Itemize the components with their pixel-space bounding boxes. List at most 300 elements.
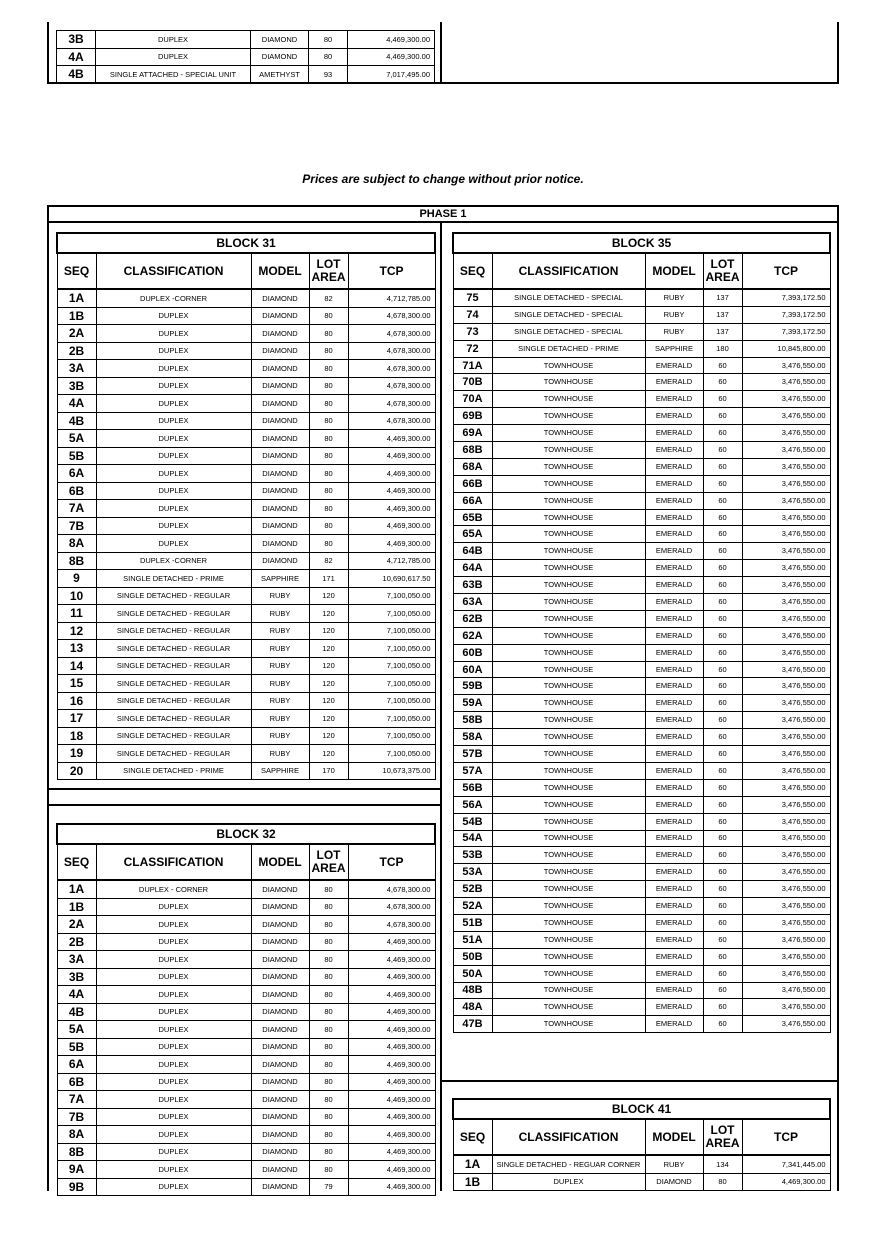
model-cell: EMERALD bbox=[645, 965, 703, 982]
tcp-cell: 4,678,300.00 bbox=[348, 360, 435, 378]
table-row bbox=[453, 1016, 830, 1033]
classification-cell: DUPLEX bbox=[492, 1173, 645, 1191]
table-row bbox=[453, 847, 830, 864]
tcp-cell: 4,469,300.00 bbox=[348, 1073, 435, 1091]
table-row bbox=[57, 1073, 435, 1091]
left-section-rule-2 bbox=[47, 804, 441, 806]
seq-cell: 73 bbox=[453, 323, 492, 340]
lot-area-cell: 120 bbox=[309, 675, 348, 693]
table-row bbox=[57, 916, 435, 934]
table-row bbox=[453, 306, 830, 323]
table-row bbox=[453, 931, 830, 948]
seq-cell: 8A bbox=[57, 1126, 96, 1144]
classification-cell: DUPLEX bbox=[96, 898, 251, 916]
tcp-cell: 7,100,050.00 bbox=[348, 692, 435, 710]
lot-area-cell: 137 bbox=[703, 289, 742, 306]
seq-cell: 62A bbox=[453, 627, 492, 644]
model-cell: DIAMOND bbox=[251, 916, 309, 934]
table-row bbox=[57, 48, 435, 66]
tcp-cell: 3,476,550.00 bbox=[742, 965, 830, 982]
lot-area-header: LOT AREA bbox=[309, 253, 348, 289]
lot-area-cell: 80 bbox=[309, 447, 348, 465]
lot-area-cell: 60 bbox=[703, 442, 742, 459]
table-row bbox=[453, 289, 830, 306]
lot-area-cell: 60 bbox=[703, 881, 742, 898]
model-cell: DIAMOND bbox=[251, 880, 309, 898]
table-row bbox=[57, 745, 435, 763]
model-cell: DIAMOND bbox=[251, 1038, 309, 1056]
lot-area-cell: 60 bbox=[703, 1016, 742, 1033]
model-cell: EMERALD bbox=[645, 661, 703, 678]
table-row bbox=[453, 425, 830, 442]
model-cell: EMERALD bbox=[645, 864, 703, 881]
tcp-cell: 4,469,300.00 bbox=[348, 968, 435, 986]
classification-cell: TOWNHOUSE bbox=[492, 678, 645, 695]
classification-cell: TOWNHOUSE bbox=[492, 560, 645, 577]
model-header: MODEL bbox=[645, 253, 703, 289]
table-row bbox=[453, 577, 830, 594]
table-row bbox=[57, 289, 435, 307]
tcp-cell: 4,469,300.00 bbox=[348, 517, 435, 535]
tcp-cell: 3,476,550.00 bbox=[742, 847, 830, 864]
table-row bbox=[453, 729, 830, 746]
block-35-table bbox=[452, 232, 831, 1033]
classification-cell: TOWNHOUSE bbox=[492, 999, 645, 1016]
seq-cell: 70B bbox=[453, 374, 492, 391]
seq-cell: 17 bbox=[57, 710, 96, 728]
tcp-cell: 3,476,550.00 bbox=[742, 1016, 830, 1033]
lot-area-cell: 80 bbox=[309, 968, 348, 986]
tcp-cell: 7,341,445.00 bbox=[742, 1155, 830, 1173]
seq-cell: 74 bbox=[453, 306, 492, 323]
classification-cell: SINGLE DETACHED - PRIME bbox=[492, 340, 645, 357]
seq-cell: 51B bbox=[453, 914, 492, 931]
table-row bbox=[57, 1178, 435, 1196]
seq-cell: 65A bbox=[453, 526, 492, 543]
lot-area-cell: 120 bbox=[309, 745, 348, 763]
seq-cell: 4B bbox=[57, 412, 96, 430]
table-row bbox=[57, 622, 435, 640]
classification-cell: SINGLE DETACHED - PRIME bbox=[96, 570, 251, 588]
seq-cell: 60B bbox=[453, 644, 492, 661]
table-row bbox=[453, 965, 830, 982]
lot-area-cell: 80 bbox=[309, 1091, 348, 1109]
block-35-title: BLOCK 35 bbox=[453, 233, 830, 253]
lot-area-cell: 60 bbox=[703, 678, 742, 695]
table-row bbox=[57, 657, 435, 675]
tcp-cell: 4,469,300.00 bbox=[348, 1108, 435, 1126]
model-cell: EMERALD bbox=[645, 762, 703, 779]
model-cell: DIAMOND bbox=[251, 360, 309, 378]
lot-area-cell: 60 bbox=[703, 425, 742, 442]
seq-cell: 62B bbox=[453, 610, 492, 627]
seq-cell: 10 bbox=[57, 587, 96, 605]
table-row bbox=[57, 395, 435, 413]
lot-area-cell: 80 bbox=[309, 465, 348, 483]
classification-cell: TOWNHOUSE bbox=[492, 475, 645, 492]
table-row bbox=[453, 762, 830, 779]
lot-area-cell: 80 bbox=[309, 325, 348, 343]
lot-area-cell: 170 bbox=[309, 762, 348, 780]
tcp-cell: 3,476,550.00 bbox=[742, 610, 830, 627]
lot-area-cell: 80 bbox=[309, 1021, 348, 1039]
lot-area-cell: 120 bbox=[309, 692, 348, 710]
seq-cell: 1B bbox=[57, 898, 96, 916]
classification-cell: TOWNHOUSE bbox=[492, 914, 645, 931]
classification-cell: TOWNHOUSE bbox=[492, 1016, 645, 1033]
model-cell: EMERALD bbox=[645, 627, 703, 644]
seq-cell: 14 bbox=[57, 657, 96, 675]
classification-cell: TOWNHOUSE bbox=[492, 577, 645, 594]
classification-cell: TOWNHOUSE bbox=[492, 695, 645, 712]
classification-cell: SINGLE DETACHED - SPECIAL bbox=[492, 323, 645, 340]
classification-cell: TOWNHOUSE bbox=[492, 357, 645, 374]
table-row bbox=[453, 543, 830, 560]
seq-cell: 1A bbox=[453, 1155, 492, 1173]
seq-cell: 57A bbox=[453, 762, 492, 779]
seq-cell: 51A bbox=[453, 931, 492, 948]
lot-area-cell: 60 bbox=[703, 594, 742, 611]
table-row bbox=[57, 517, 435, 535]
table-row bbox=[453, 1173, 830, 1191]
lot-area-cell: 60 bbox=[703, 526, 742, 543]
model-cell: DIAMOND bbox=[251, 500, 309, 518]
classification-cell: DUPLEX -CORNER bbox=[96, 552, 251, 570]
classification-cell: TOWNHOUSE bbox=[492, 610, 645, 627]
model-cell: DIAMOND bbox=[251, 48, 309, 66]
seq-cell: 3B bbox=[57, 377, 96, 395]
tcp-cell: 4,469,300.00 bbox=[348, 1003, 435, 1021]
model-cell: RUBY bbox=[645, 306, 703, 323]
model-cell: DIAMOND bbox=[251, 552, 309, 570]
seq-cell: 75 bbox=[453, 289, 492, 306]
lot-area-cell: 80 bbox=[309, 1038, 348, 1056]
model-cell: SAPPHIRE bbox=[251, 762, 309, 780]
seq-cell: 9 bbox=[57, 570, 96, 588]
seq-cell: 65B bbox=[453, 509, 492, 526]
lot-area-cell: 60 bbox=[703, 391, 742, 408]
model-cell: RUBY bbox=[251, 640, 309, 658]
model-cell: DIAMOND bbox=[251, 465, 309, 483]
classification-cell: TOWNHOUSE bbox=[492, 391, 645, 408]
seq-cell: 63B bbox=[453, 577, 492, 594]
classification-cell: DUPLEX bbox=[96, 535, 251, 553]
tcp-cell: 4,469,300.00 bbox=[348, 1161, 435, 1179]
lot-area-cell: 60 bbox=[703, 898, 742, 915]
model-cell: EMERALD bbox=[645, 610, 703, 627]
model-cell: DIAMOND bbox=[251, 412, 309, 430]
classification-cell: TOWNHOUSE bbox=[492, 543, 645, 560]
lot-area-cell: 80 bbox=[309, 342, 348, 360]
lot-area-cell: 80 bbox=[309, 951, 348, 969]
table-row bbox=[57, 1003, 435, 1021]
classification-cell: TOWNHOUSE bbox=[492, 830, 645, 847]
table-row bbox=[453, 813, 830, 830]
classification-cell: TOWNHOUSE bbox=[492, 644, 645, 661]
tcp-cell: 3,476,550.00 bbox=[742, 712, 830, 729]
lot-area-cell: 80 bbox=[309, 1143, 348, 1161]
seq-cell: 52A bbox=[453, 898, 492, 915]
model-cell: RUBY bbox=[251, 727, 309, 745]
classification-cell: DUPLEX bbox=[96, 916, 251, 934]
seq-cell: 47B bbox=[453, 1016, 492, 1033]
classification-cell: TOWNHOUSE bbox=[492, 746, 645, 763]
table-row bbox=[57, 986, 435, 1004]
tcp-cell: 3,476,550.00 bbox=[742, 594, 830, 611]
classification-cell: DUPLEX bbox=[96, 325, 251, 343]
classification-cell: TOWNHOUSE bbox=[492, 729, 645, 746]
classification-cell: TOWNHOUSE bbox=[492, 881, 645, 898]
lot-area-cell: 60 bbox=[703, 779, 742, 796]
classification-header: CLASSIFICATION bbox=[96, 253, 251, 289]
table-row bbox=[453, 830, 830, 847]
classification-cell: TOWNHOUSE bbox=[492, 898, 645, 915]
block-32-table bbox=[56, 823, 436, 1196]
model-cell: RUBY bbox=[645, 323, 703, 340]
tcp-cell: 7,017,495.00 bbox=[348, 66, 435, 84]
lot-area-cell: 60 bbox=[703, 729, 742, 746]
tcp-cell: 7,100,050.00 bbox=[348, 640, 435, 658]
phase-column-divider bbox=[440, 221, 442, 1191]
tcp-cell: 3,476,550.00 bbox=[742, 898, 830, 915]
seq-cell: 68A bbox=[453, 458, 492, 475]
tcp-cell: 3,476,550.00 bbox=[742, 796, 830, 813]
lot-area-cell: 60 bbox=[703, 357, 742, 374]
table-row bbox=[453, 864, 830, 881]
model-cell: DIAMOND bbox=[251, 1021, 309, 1039]
lot-area-cell: 137 bbox=[703, 323, 742, 340]
model-cell: DIAMOND bbox=[251, 447, 309, 465]
seq-cell: 66B bbox=[453, 475, 492, 492]
table-row bbox=[57, 710, 435, 728]
table-row bbox=[57, 1143, 435, 1161]
lot-area-cell: 80 bbox=[309, 1073, 348, 1091]
table-row bbox=[453, 594, 830, 611]
classification-cell: DUPLEX bbox=[96, 447, 251, 465]
model-cell: DIAMOND bbox=[251, 1108, 309, 1126]
classification-cell: DUPLEX bbox=[96, 1038, 251, 1056]
classification-cell: SINGLE DETACHED - REGULAR bbox=[96, 692, 251, 710]
model-cell: SAPPHIRE bbox=[645, 340, 703, 357]
lot-area-cell: 80 bbox=[309, 1056, 348, 1074]
seq-cell: 7B bbox=[57, 1108, 96, 1126]
model-cell: DIAMOND bbox=[251, 342, 309, 360]
model-cell: EMERALD bbox=[645, 425, 703, 442]
classification-cell: TOWNHOUSE bbox=[492, 965, 645, 982]
seq-cell: 9A bbox=[57, 1161, 96, 1179]
table-row bbox=[57, 1056, 435, 1074]
classification-cell: SINGLE DETACHED - REGULAR bbox=[96, 675, 251, 693]
tcp-cell: 7,393,172.50 bbox=[742, 323, 830, 340]
table-row bbox=[57, 552, 435, 570]
block-31-title: BLOCK 31 bbox=[57, 233, 435, 253]
seq-cell: 59B bbox=[453, 678, 492, 695]
tcp-cell: 3,476,550.00 bbox=[742, 644, 830, 661]
table-row bbox=[453, 982, 830, 999]
tcp-header: TCP bbox=[348, 253, 435, 289]
seq-cell: 4B bbox=[57, 66, 96, 84]
table-row bbox=[453, 526, 830, 543]
classification-cell: TOWNHOUSE bbox=[492, 526, 645, 543]
classification-cell: DUPLEX bbox=[96, 1091, 251, 1109]
seq-cell: 18 bbox=[57, 727, 96, 745]
seq-cell: 60A bbox=[453, 661, 492, 678]
lot-area-cell: 80 bbox=[309, 48, 348, 66]
model-cell: DIAMOND bbox=[251, 986, 309, 1004]
lot-area-cell: 60 bbox=[703, 577, 742, 594]
table-row bbox=[57, 898, 435, 916]
table-row bbox=[57, 1161, 435, 1179]
seq-cell: 1A bbox=[57, 880, 96, 898]
model-cell: EMERALD bbox=[645, 830, 703, 847]
model-cell: SAPPHIRE bbox=[251, 570, 309, 588]
model-header: MODEL bbox=[251, 253, 309, 289]
model-cell: EMERALD bbox=[645, 492, 703, 509]
seq-cell: 54A bbox=[453, 830, 492, 847]
model-cell: EMERALD bbox=[645, 374, 703, 391]
classification-cell: DUPLEX bbox=[96, 933, 251, 951]
model-cell: EMERALD bbox=[645, 458, 703, 475]
lot-area-cell: 134 bbox=[703, 1155, 742, 1173]
lot-area-cell: 80 bbox=[309, 880, 348, 898]
table-row bbox=[453, 442, 830, 459]
table-row bbox=[453, 661, 830, 678]
table-row bbox=[57, 31, 435, 49]
tcp-cell: 4,469,300.00 bbox=[742, 1173, 830, 1191]
table-row bbox=[453, 374, 830, 391]
model-cell: EMERALD bbox=[645, 881, 703, 898]
tcp-cell: 4,469,300.00 bbox=[348, 31, 435, 49]
lot-area-cell: 60 bbox=[703, 982, 742, 999]
seq-cell: 66A bbox=[453, 492, 492, 509]
seq-cell: 5A bbox=[57, 1021, 96, 1039]
model-cell: DIAMOND bbox=[251, 31, 309, 49]
model-header: MODEL bbox=[645, 1119, 703, 1155]
seq-cell: 4A bbox=[57, 986, 96, 1004]
model-cell: EMERALD bbox=[645, 982, 703, 999]
tcp-cell: 10,845,800.00 bbox=[742, 340, 830, 357]
seq-cell: 3B bbox=[57, 968, 96, 986]
classification-cell: DUPLEX bbox=[96, 986, 251, 1004]
tcp-cell: 4,469,300.00 bbox=[348, 1143, 435, 1161]
model-cell: DIAMOND bbox=[251, 1161, 309, 1179]
lot-area-cell: 80 bbox=[309, 1161, 348, 1179]
lot-area-cell: 60 bbox=[703, 762, 742, 779]
seq-cell: 6B bbox=[57, 1073, 96, 1091]
tcp-cell: 4,678,300.00 bbox=[348, 880, 435, 898]
tcp-cell: 3,476,550.00 bbox=[742, 695, 830, 712]
classification-cell: DUPLEX bbox=[96, 1161, 251, 1179]
classification-header: CLASSIFICATION bbox=[492, 1119, 645, 1155]
tcp-cell: 4,469,300.00 bbox=[348, 1021, 435, 1039]
classification-cell: SINGLE DETACHED - REGULAR bbox=[96, 605, 251, 623]
tcp-cell: 4,469,300.00 bbox=[348, 1126, 435, 1144]
table-row bbox=[57, 66, 435, 84]
model-cell: DIAMOND bbox=[251, 535, 309, 553]
classification-cell: TOWNHOUSE bbox=[492, 661, 645, 678]
table-row bbox=[453, 914, 830, 931]
lot-area-cell: 120 bbox=[309, 605, 348, 623]
classification-cell: SINGLE DETACHED - REGULAR bbox=[96, 622, 251, 640]
tcp-cell: 4,469,300.00 bbox=[348, 1178, 435, 1196]
tcp-cell: 4,469,300.00 bbox=[348, 447, 435, 465]
model-cell: AMETHYST bbox=[251, 66, 309, 84]
tcp-cell: 3,476,550.00 bbox=[742, 627, 830, 644]
tcp-cell: 7,100,050.00 bbox=[348, 622, 435, 640]
classification-cell: TOWNHOUSE bbox=[492, 509, 645, 526]
classification-header: CLASSIFICATION bbox=[492, 253, 645, 289]
lot-area-cell: 60 bbox=[703, 627, 742, 644]
seq-cell: 19 bbox=[57, 745, 96, 763]
model-cell: EMERALD bbox=[645, 594, 703, 611]
table-row bbox=[57, 692, 435, 710]
seq-cell: 20 bbox=[57, 762, 96, 780]
table-row bbox=[57, 482, 435, 500]
model-cell: DIAMOND bbox=[251, 898, 309, 916]
model-cell: DIAMOND bbox=[645, 1173, 703, 1191]
model-cell: DIAMOND bbox=[251, 933, 309, 951]
lot-area-cell: 60 bbox=[703, 999, 742, 1016]
lot-area-cell: 137 bbox=[703, 306, 742, 323]
model-cell: EMERALD bbox=[645, 898, 703, 915]
classification-cell: DUPLEX bbox=[96, 307, 251, 325]
lot-area-cell: 80 bbox=[309, 430, 348, 448]
model-cell: EMERALD bbox=[645, 391, 703, 408]
classification-cell: SINGLE DETACHED - SPECIAL bbox=[492, 306, 645, 323]
classification-cell: TOWNHOUSE bbox=[492, 492, 645, 509]
classification-cell: DUPLEX bbox=[96, 377, 251, 395]
table-row bbox=[57, 500, 435, 518]
table-row bbox=[57, 342, 435, 360]
lot-area-cell: 60 bbox=[703, 712, 742, 729]
lot-area-cell: 80 bbox=[703, 1173, 742, 1191]
seq-cell: 15 bbox=[57, 675, 96, 693]
model-cell: EMERALD bbox=[645, 1016, 703, 1033]
tcp-cell: 3,476,550.00 bbox=[742, 881, 830, 898]
tcp-cell: 3,476,550.00 bbox=[742, 982, 830, 999]
tcp-cell: 3,476,550.00 bbox=[742, 762, 830, 779]
tcp-cell: 3,476,550.00 bbox=[742, 830, 830, 847]
tcp-cell: 4,712,785.00 bbox=[348, 289, 435, 307]
table-row bbox=[453, 458, 830, 475]
tcp-cell: 4,678,300.00 bbox=[348, 412, 435, 430]
classification-cell: TOWNHOUSE bbox=[492, 442, 645, 459]
model-cell: EMERALD bbox=[645, 475, 703, 492]
lot-area-cell: 60 bbox=[703, 746, 742, 763]
classification-cell: SINGLE DETACHED - REGULAR bbox=[96, 745, 251, 763]
classification-cell: DUPLEX bbox=[96, 517, 251, 535]
table-row bbox=[453, 948, 830, 965]
seq-cell: 3A bbox=[57, 951, 96, 969]
table-row bbox=[57, 465, 435, 483]
model-cell: RUBY bbox=[251, 692, 309, 710]
seq-header: SEQ bbox=[57, 253, 96, 289]
lot-area-cell: 60 bbox=[703, 374, 742, 391]
seq-cell: 71A bbox=[453, 357, 492, 374]
model-cell: EMERALD bbox=[645, 644, 703, 661]
lot-area-cell: 60 bbox=[703, 644, 742, 661]
lot-area-cell: 80 bbox=[309, 395, 348, 413]
seq-cell: 53A bbox=[453, 864, 492, 881]
model-cell: EMERALD bbox=[645, 408, 703, 425]
model-cell: EMERALD bbox=[645, 543, 703, 560]
table-row bbox=[57, 968, 435, 986]
classification-cell: TOWNHOUSE bbox=[492, 594, 645, 611]
table-row bbox=[453, 408, 830, 425]
seq-cell: 2A bbox=[57, 916, 96, 934]
model-cell: EMERALD bbox=[645, 999, 703, 1016]
lot-area-cell: 120 bbox=[309, 710, 348, 728]
